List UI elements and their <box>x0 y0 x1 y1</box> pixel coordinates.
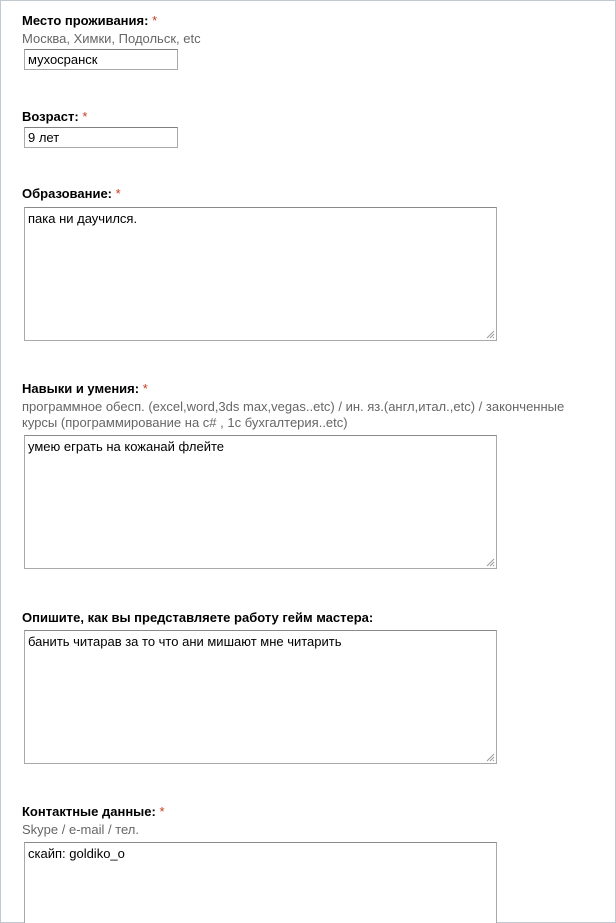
contacts-label <box>22 804 165 820</box>
gm-work-label <box>22 610 373 626</box>
contacts-textarea[interactable] <box>24 842 497 923</box>
age-label <box>22 109 87 125</box>
location-label <box>22 13 157 29</box>
education-label <box>22 186 121 202</box>
location-input[interactable]: мухосранск <box>24 49 178 70</box>
resize-grip-icon[interactable] <box>485 557 495 567</box>
location-help: Москва, Химки, Подольск, etc <box>22 31 201 46</box>
age-input[interactable]: 9 лет <box>24 127 178 148</box>
location-label-text: Место проживания: <box>22 13 149 28</box>
gm-work-textarea[interactable] <box>24 630 497 764</box>
resize-grip-icon[interactable] <box>485 752 495 762</box>
resize-grip-icon[interactable] <box>485 329 495 339</box>
education-textarea[interactable] <box>24 207 497 341</box>
skills-textarea[interactable] <box>24 435 497 569</box>
required-mark: * <box>82 109 88 124</box>
required-mark: * <box>152 13 158 28</box>
contacts-label-text: Контактные данные: <box>22 804 156 819</box>
required-mark: * <box>159 804 165 819</box>
age-label-text: Возраст: <box>22 109 79 124</box>
gm-work-textarea-value: банить читарав за то что ани мишают мне читарить <box>28 634 342 649</box>
required-mark: * <box>142 381 148 396</box>
contacts-help: Skype / e-mail / тел. <box>22 822 139 837</box>
contacts-textarea-value: скайп: goldiko_o <box>28 846 125 861</box>
skills-textarea-value: умею еграть на кожанай флейте <box>28 439 225 454</box>
skills-label <box>22 381 148 397</box>
education-label-text: Образование: <box>22 186 113 201</box>
education-textarea-value: пака ни даучился. <box>28 211 138 226</box>
skills-help: программное обесп. (excel,word,3ds max,vegas..etc) / ин. яз.(англ,итал.,etc) / законченные курсы (программирование на с# , 1с бухгалтерия..etc) <box>22 399 565 430</box>
gm-work-label-text: Опишите, как вы представляете работу гейм мастера: <box>22 610 374 625</box>
required-mark: * <box>115 186 121 201</box>
skills-label-text: Навыки и умения: <box>22 381 140 396</box>
